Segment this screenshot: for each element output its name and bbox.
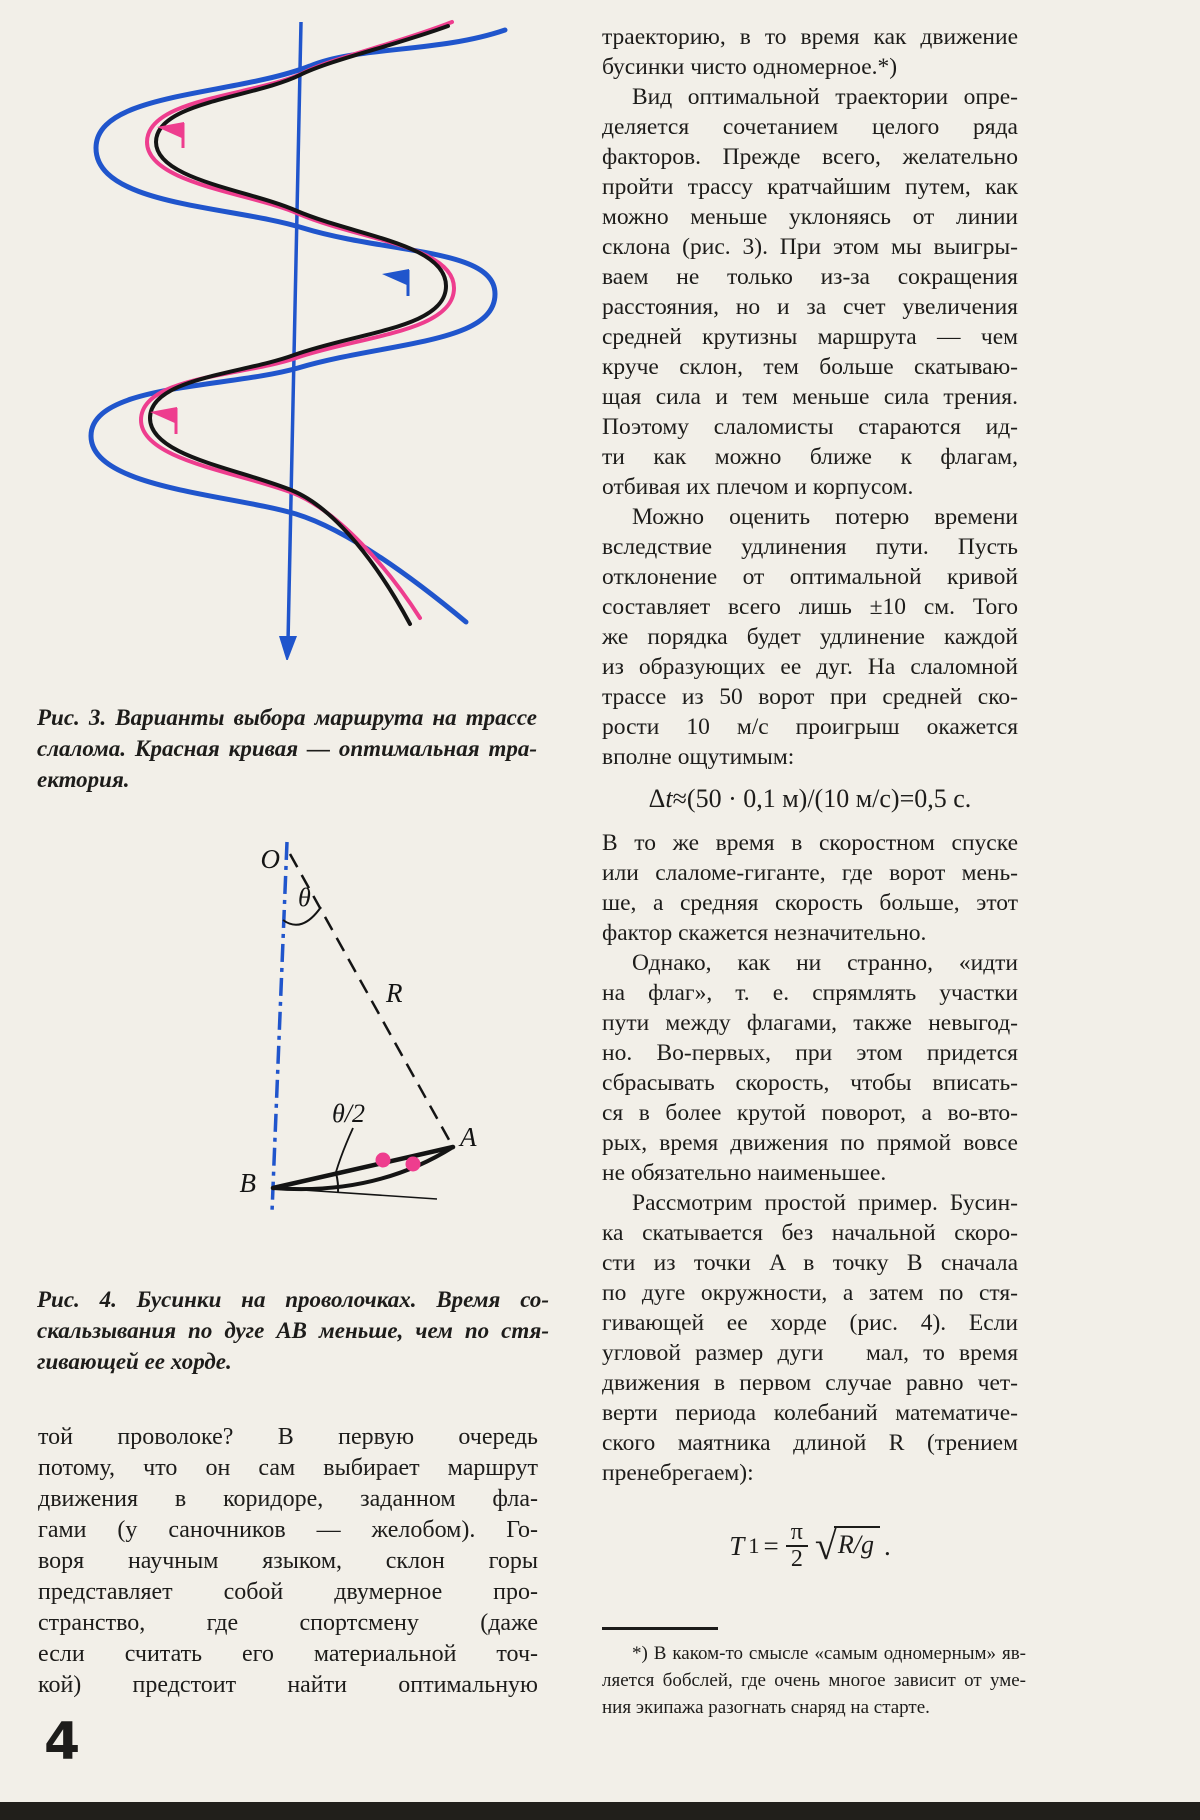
formula-fraction: $\frac{\pi}{2}$ <box>786 1520 808 1572</box>
vertical-axis-line <box>272 842 287 1212</box>
theta-half-angle-arc <box>336 1173 338 1193</box>
formula-sub-1: 1 <box>748 1533 760 1558</box>
text-line: кой) предстоит найти оптимальную <box>38 1672 538 1698</box>
text-line: ся в более крутой поворот, а во-вто- <box>602 1100 1018 1126</box>
text-line: Рис. 4. Бусинки на проволочках. Время со- <box>37 1287 549 1312</box>
text-line: из образующих ее дуг. На слаломной <box>602 654 1018 680</box>
page-number: 4 <box>44 1712 81 1772</box>
text-line: круче склон, тем больше скатываю- <box>602 354 1018 380</box>
text-line: трассе из 50 ворот при средней ско- <box>602 684 1018 710</box>
text-line: щая сила и тем меньше сила трения. <box>602 384 1018 410</box>
text-line: деляется сочетанием целого ряда <box>602 114 1018 140</box>
text-line: можно меньше уклоняясь от линии <box>602 204 1018 230</box>
figure-3-slalom-diagram <box>58 8 520 660</box>
bead-on-arc <box>406 1157 421 1172</box>
text-line: В то же время в скоростном спуске <box>602 830 1018 856</box>
formula-period: . <box>883 1531 891 1561</box>
formula-var-T: T <box>729 1531 745 1561</box>
label-O: O <box>260 844 280 874</box>
text-line: той проволоке? В первую очередь <box>38 1424 538 1450</box>
text-line: ния экипажа разогнать снаряд на старте. <box>602 1697 930 1718</box>
text-line: пути между флагами, также невыгод- <box>602 1010 1018 1036</box>
text-line: ваем не только из-за сокращения <box>602 264 1018 290</box>
text-line: потому, что он сам выбирает маршрут <box>38 1455 538 1481</box>
label-theta: θ <box>298 883 311 912</box>
text-line: пройти трассу кратчайшим путем, как <box>602 174 1018 200</box>
text-line: расстояния, но и за счет увеличения <box>602 294 1018 320</box>
radius-dashed-line <box>290 854 453 1147</box>
text-line: пренебрегаем): <box>602 1460 754 1486</box>
text-line: движения в коридоре, заданном фла- <box>38 1486 538 1512</box>
text-line: отклонение от оптимальной кривой <box>602 564 1018 590</box>
bead-on-chord <box>376 1153 391 1168</box>
text-line: слалома. Красная кривая — оптимальная тра- <box>37 736 537 761</box>
text-line: по дуге окружности, а затем по стя- <box>602 1280 1018 1306</box>
text-line: если считать его материальной точ- <box>38 1641 538 1667</box>
text-line: ектория. <box>37 767 130 792</box>
text-line: Рис. 3. Варианты выбора маршрута на трассе <box>37 705 537 730</box>
text-line: *) В каком-то смысле «самым одномерным» яв- <box>632 1643 1026 1664</box>
text-line: воря научным языком, склон горы <box>38 1548 538 1574</box>
text-line: скальзывания по дуге AB меньше, чем по стя- <box>37 1318 549 1343</box>
text-line: или слаломе-гиганте, где ворот мень- <box>602 860 1018 886</box>
label-R: R <box>386 978 403 1008</box>
figure-4-beads-diagram <box>150 820 495 1225</box>
text-line: сбрасывать скорость, чтобы вписать- <box>602 1070 1018 1096</box>
text-line: но. Во-первых, при этом придется <box>602 1040 1018 1066</box>
text-line: угловой размер дуги мал, то время <box>602 1340 1018 1366</box>
horizontal-reference-line <box>273 1188 437 1199</box>
text-line: составляет всего лишь ±10 см. Того <box>602 594 1018 620</box>
text-line: фактор скажется незначительно. <box>602 920 927 946</box>
text-line: ка скатывается без начальной скоро- <box>602 1220 1018 1246</box>
footnote <box>602 1640 1026 1721</box>
scan-edge-strip <box>0 1802 1200 1820</box>
text-line: представляет собой двумерное про- <box>38 1579 538 1605</box>
text-line: рых, время движения по прямой вовсе <box>602 1130 1018 1156</box>
text-line: рости 10 м/с проигрыш окажется <box>602 714 1018 740</box>
formula-sqrt: √ R/g <box>815 1526 880 1566</box>
text-line: на флаг», т. е. спрямлять участки <box>602 980 1018 1006</box>
text-line: движения в первом случае равно чет- <box>602 1370 1018 1396</box>
text-line: траекторию, в то время как движение <box>602 24 1018 50</box>
text-line: Поэтому слаломисты стараются ид- <box>602 414 1018 440</box>
text-line: вполне ощутимым: <box>602 744 795 770</box>
text-line: отбивая их плечом и корпусом. <box>602 474 914 500</box>
label-theta-half: θ/2 <box>332 1099 365 1128</box>
right-column-text-2 <box>602 828 1018 1488</box>
formula-var-t: t <box>665 784 673 813</box>
blue-flag-middle <box>382 269 409 296</box>
label-B: B <box>239 1168 256 1198</box>
text-line: склона (рис. 3). При этом мы выигры- <box>602 234 1018 260</box>
text-line: сти из точки A в точку B сначала <box>602 1250 1018 1276</box>
figure-3-caption <box>37 702 537 795</box>
text-line: вследствие удлинения пути. Пусть <box>602 534 1018 560</box>
text-line: верти периода колебаний математиче- <box>602 1400 1018 1426</box>
text-line: странство, где спортсмену (даже <box>38 1610 538 1636</box>
left-column-body <box>38 1422 538 1701</box>
fall-line <box>288 22 301 642</box>
footnote-rule <box>602 1627 718 1630</box>
formula-equals: = <box>763 1531 779 1561</box>
label-A: A <box>460 1122 477 1152</box>
text-line: не обязательно наименьшее. <box>602 1160 887 1186</box>
text-line: факторов. Прежде всего, желательно <box>602 144 1018 170</box>
formula-delta: Δ <box>648 784 666 813</box>
text-line: ского маятника длиной R (трением <box>602 1430 1018 1456</box>
text-line: Рассмотрим простой пример. Бусин- <box>632 1190 1018 1216</box>
text-line: ше, а средняя скорость больше, этот <box>602 890 1018 916</box>
text-line: гивающей ее хорде. <box>37 1349 232 1374</box>
text-line: Можно оценить потерю времени <box>632 504 1018 530</box>
delta-t-formula <box>602 782 1018 816</box>
theta-half-leader-line <box>336 1128 353 1172</box>
text-line: ляется бобслей, где очень многое зависит от уме- <box>602 1670 1026 1691</box>
text-line: гивающей ее хорде (рис. 4). Если <box>602 1310 1018 1336</box>
right-column-text-1 <box>602 22 1018 772</box>
right-column <box>602 22 1018 1578</box>
text-line: ти как можно ближе к флагам, <box>602 444 1018 470</box>
text-line: гами (у саночников — желобом). Го- <box>38 1517 538 1543</box>
text-line: же порядка будет удлинение каждой <box>602 624 1018 650</box>
text-line: Однако, как ни странно, «идти <box>632 950 1018 976</box>
text-line: бусинки чисто одномерное.*) <box>602 54 898 80</box>
t1-formula <box>602 1514 1018 1578</box>
formula-dt-rest: ≈(50 · 0,1 м)/(10 м/с)=0,5 с. <box>672 784 972 813</box>
fall-line-arrowhead <box>279 636 297 660</box>
figure-4-caption <box>37 1284 549 1377</box>
text-line: Вид оптимальной траектории опре- <box>632 84 1018 110</box>
text-line: средней крутизны маршрута — чем <box>602 324 1018 350</box>
